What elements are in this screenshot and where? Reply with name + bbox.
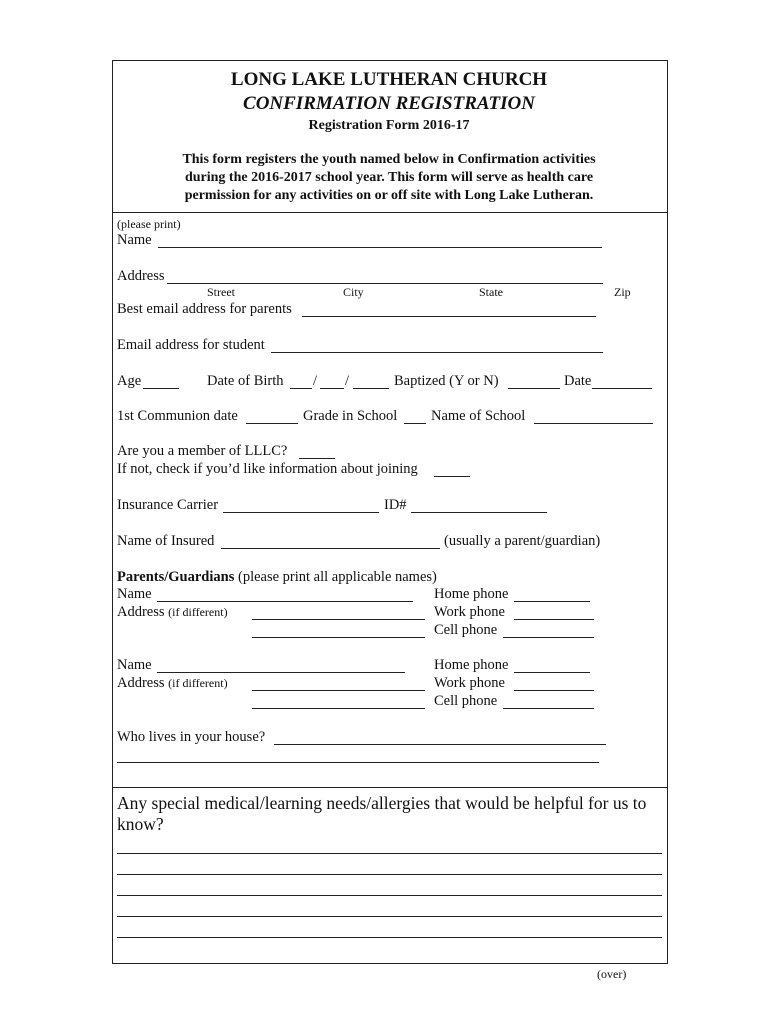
medical-line-2[interactable]: [117, 874, 662, 875]
insured-name-field[interactable]: [221, 548, 440, 549]
guardian2-address-label: Address: [117, 675, 165, 691]
guardian2-name-label: Name: [117, 657, 152, 673]
grade-field[interactable]: [404, 423, 426, 424]
header-box: [112, 60, 668, 213]
guardian1-if-different: (if different): [168, 605, 228, 619]
dob-slash-2: /: [345, 373, 350, 389]
medical-line-3[interactable]: [117, 895, 662, 896]
age-field[interactable]: [143, 388, 179, 389]
intro-text: [113, 151, 665, 205]
insured-note: (usually a parent/guardian): [444, 533, 601, 549]
guardian2-address-label-row: [117, 675, 228, 692]
guardians-heading-row: [117, 569, 437, 586]
guardians-heading-note: (please print all applicable names): [237, 569, 437, 585]
guardian1-name-field[interactable]: [157, 601, 413, 602]
medical-line-5[interactable]: [117, 937, 662, 938]
intro-line-2: during the 2016-2017 school year. This form will serve as health care: [184, 170, 594, 185]
dob-year-field[interactable]: [353, 388, 389, 389]
guardian1-name-label: Name: [117, 586, 152, 602]
baptized-label: Baptized (Y or N): [394, 373, 499, 389]
communion-label: 1st Communion date: [117, 408, 238, 424]
form-subtitle: Registration Form 2016-17: [308, 118, 470, 133]
church-name: LONG LAKE LUTHERAN CHURCH: [230, 69, 548, 90]
guardian2-home-phone-field[interactable]: [514, 672, 590, 673]
school-label: Name of School: [431, 408, 526, 424]
guardian1-address-field-1[interactable]: [252, 619, 425, 620]
guardian1-home-phone-field[interactable]: [514, 601, 590, 602]
guardian2-work-phone-label: Work phone: [434, 675, 505, 691]
who-lives-label: Who lives in your house?: [117, 729, 266, 745]
guardian1-address-field-2[interactable]: [252, 637, 425, 638]
insured-label: Name of Insured: [117, 533, 215, 549]
join-label: If not, check if you’d like information about joining: [117, 461, 418, 477]
intro-line-1: This form registers the youth named below in Confirmation activities: [182, 152, 596, 167]
medical-question-line-1: Any special medical/learning needs/allergies that would be helpful for us to: [117, 793, 647, 813]
guardian2-if-different: (if different): [168, 676, 228, 690]
school-field[interactable]: [534, 423, 653, 424]
parent-email-label: Best email address for parents: [117, 301, 292, 317]
member-field[interactable]: [299, 458, 335, 459]
intro-line-3: permission for any activities on or off site with Long Lake Lutheran.: [184, 188, 594, 203]
street-label: Street: [207, 285, 235, 299]
medical-question: [117, 793, 646, 835]
please-print-note: (please print): [117, 217, 181, 231]
guardian1-address-label-row: [117, 604, 228, 621]
student-email-field[interactable]: [271, 352, 603, 353]
dob-label: Date of Birth: [207, 373, 284, 389]
zip-label: Zip: [614, 285, 631, 299]
guardian2-work-phone-field[interactable]: [514, 690, 594, 691]
address-field[interactable]: [167, 283, 603, 284]
guardian2-cell-phone-field[interactable]: [503, 708, 594, 709]
insurance-label: Insurance Carrier: [117, 497, 219, 513]
who-lives-field-2[interactable]: [117, 762, 599, 763]
medical-line-1[interactable]: [117, 853, 662, 854]
join-checkbox-field[interactable]: [434, 476, 470, 477]
guardian1-work-phone-label: Work phone: [434, 604, 505, 620]
member-label: Are you a member of LLLC?: [117, 443, 288, 459]
student-email-label: Email address for student: [117, 337, 265, 353]
guardian1-home-phone-label: Home phone: [434, 586, 509, 602]
insurance-carrier-field[interactable]: [223, 512, 379, 513]
guardian1-cell-phone-label: Cell phone: [434, 622, 498, 638]
who-lives-field-1[interactable]: [274, 744, 606, 745]
age-label: Age: [117, 373, 142, 389]
medical-question-line-2: know?: [117, 814, 164, 834]
communion-date-field[interactable]: [246, 423, 298, 424]
form-title: CONFIRMATION REGISTRATION: [243, 93, 535, 114]
guardian2-address-field-1[interactable]: [252, 690, 425, 691]
guardians-heading: Parents/Guardians: [117, 569, 235, 585]
baptism-date-field[interactable]: [592, 388, 652, 389]
guardian1-address-label: Address: [117, 604, 165, 620]
student-name-label: Name: [117, 232, 152, 248]
baptism-date-label: Date: [564, 373, 592, 389]
state-label: State: [479, 285, 503, 299]
dob-day-field[interactable]: [320, 388, 344, 389]
city-label: City: [343, 285, 364, 299]
dob-slash-1: /: [313, 373, 318, 389]
over-note: (over): [597, 967, 627, 981]
guardian2-address-field-2[interactable]: [252, 708, 425, 709]
dob-month-field[interactable]: [290, 388, 312, 389]
student-name-field[interactable]: [158, 247, 602, 248]
medical-line-4[interactable]: [117, 916, 662, 917]
insurance-id-label: ID#: [384, 497, 407, 513]
guardian2-name-field[interactable]: [157, 672, 405, 673]
insurance-id-field[interactable]: [411, 512, 547, 513]
guardian2-cell-phone-label: Cell phone: [434, 693, 498, 709]
guardian1-cell-phone-field[interactable]: [503, 637, 594, 638]
address-label: Address: [117, 268, 165, 284]
parent-email-field[interactable]: [302, 316, 596, 317]
guardian1-work-phone-field[interactable]: [514, 619, 594, 620]
baptized-field[interactable]: [508, 388, 560, 389]
guardian2-home-phone-label: Home phone: [434, 657, 509, 673]
grade-label: Grade in School: [303, 408, 398, 424]
